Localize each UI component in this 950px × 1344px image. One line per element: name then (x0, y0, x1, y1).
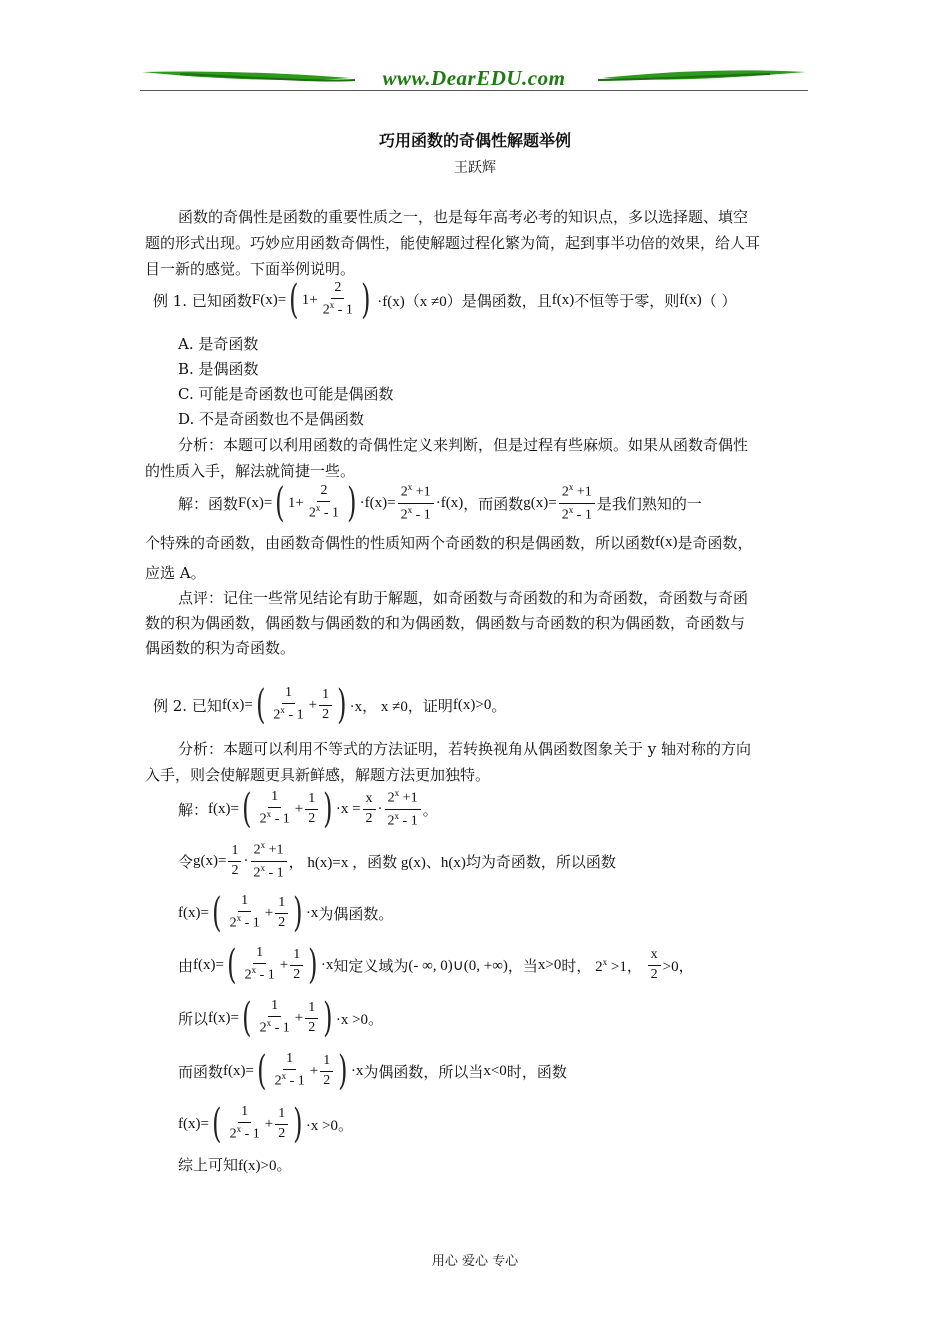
intro-line-1: 函数的奇偶性是函数的重要性质之一，也是每年高考必考的知识点，多以选择题、填空 (178, 208, 749, 226)
author: 王跃辉 (454, 160, 496, 176)
ex1-analysis-2: 的性质入手，解法就简捷一些。 (145, 462, 356, 480)
page-title: 巧用函数的奇偶性解题举例 (378, 131, 571, 150)
ex2-even-so: 为偶函数，所以当 (363, 1062, 484, 1081)
ex2-and-fn: 而函数 (178, 1062, 224, 1081)
ex1-sol-line2b: 是奇函数， (677, 533, 753, 552)
ex1-blank: （ ） (701, 291, 737, 310)
ex2-solution-5: 所以 f(x)= ( $\frac{1}{2^x - 1}$ + $\frac{1}{2}$ ) ·x >0。 (178, 995, 384, 1041)
ex1-sol-mid: ，而函数 (463, 494, 524, 513)
ex1-sol-tail: 是我们熟知的一 (596, 494, 702, 513)
formula-F: F(x)= (251, 291, 287, 308)
ex2-prefix: 例 2. 已知 (153, 696, 222, 715)
ex2-conclusion: 综上可知 f(x)>0。 (178, 1155, 292, 1174)
ex1-analysis-1: 分析：本题可以利用函数的奇偶性定义来判断，但是过程有些麻烦。如果从函数奇偶性 (178, 436, 749, 454)
ex2-solution-6: 而函数 f(x)= ( $\frac{1}{2^x - 1}$ + $\frac{1}{2}$ ) ·x 为偶函数，所以当 x<0 时，函数 (178, 1048, 567, 1094)
intro-line-2: 题的形式出现。巧妙应用函数奇偶性，能使解题过程化繁为简，起到事半功倍的效果，给人耳 (145, 234, 761, 252)
header-rule (140, 90, 808, 91)
ex2-solution-1: 解： f(x)= ( $\frac{1}{2^x - 1}$ + $\frac{1}{2}$ ) ·x = $\frac{x}{2}$ · $\frac{2^x +1}{2^x - 1}$ 。 (178, 786, 438, 832)
ex1-comment-2: 数的积为偶函数，偶函数与偶函数的和为偶函数，偶函数与奇函数的积为偶函数，奇函数与 (145, 614, 746, 632)
ex2-solution-4: 由 f(x)= ( $\frac{1}{2^x - 1}$ + $\frac{1}{2}$ ) ·x 知定义域为 (- ∞, 0)∪(0, +∞) ，当 x>0 时， $2^x >1$， $\frac{x}{2}$ >0， (178, 942, 694, 988)
option-b: B. 是偶函数 (178, 360, 259, 378)
ex2-when2: 时，函数 (506, 1062, 567, 1081)
ex2-cond: ，证明 (407, 696, 453, 715)
ex2-solution-3: f(x)= ( $\frac{1}{2^x - 1}$ + $\frac{1}{2}$ ) ·x 为偶函数。 (178, 890, 394, 936)
ex2-is-even: 为偶函数。 (318, 904, 394, 923)
ex2-sol-label: 解： (178, 800, 209, 819)
ex2-solution-7: f(x)= ( $\frac{1}{2^x - 1}$ + $\frac{1}{2}$ ) ·x >0。 (178, 1101, 354, 1147)
ex1-comment-3: 偶函数的积为奇函数。 (145, 639, 296, 657)
option-d: D. 不是奇函数也不是偶函数 (178, 410, 365, 428)
ex2-analysis-1: 分析：本题可以利用不等式的方法证明，若转换视角从偶函数图象关于 y 轴对称的方向 (178, 740, 752, 758)
ex2-by: 由 (178, 956, 194, 975)
ex2-when: ，当 (507, 956, 538, 975)
ex1-tail: 不恒等于零，则 (574, 291, 680, 310)
intro-line-3: 目一新的感觉。下面举例说明。 (145, 260, 356, 278)
ex2-solution-2: 令 g(x)= $\frac{1}{2}$ · $\frac{2^x +1}{2^x - 1}$ ， h(x)=x ，函数 g(x)、h(x) 均为奇函数，所以函数 (178, 840, 616, 881)
ex2-domain: 知定义域为 (333, 956, 409, 975)
option-a: A. 是奇函数 (178, 335, 259, 353)
ex1-comment-1: 点评：记住一些常见结论有助于解题，如奇函数与奇函数的和为奇函数，奇函数与奇函 (178, 589, 749, 607)
ex1-sol-line-3: 应选 A。 (145, 564, 206, 582)
ex1-sol-prefix: 解：函数 (178, 494, 239, 513)
ex2-analysis-2: 入手，则会使解题更具新鲜感，解题方法更加独特。 (145, 766, 491, 784)
ex2-both-odd: 均为奇函数，所以函数 (465, 852, 616, 871)
example-1-statement: 例 1. 已知函数 F(x)= ( 1+ $\frac{2}{2^x - 1}$ ) ·f(x)（x ≠0） 是偶函数，且 f(x) 不恒等于零，则 f(x) （ ） (153, 277, 737, 323)
ex1-solution-line-2: 个特殊的奇函数，由函数奇偶性的性质知两个奇函数的积是偶函数，所以函数 f(x) 是奇函数， (145, 533, 753, 552)
formula-paren-expr: ( 1+ $\frac{2}{2^x - 1}$ ) (289, 277, 371, 323)
page-footer: 用心 爱心 专心 (431, 1254, 519, 1269)
ex1-prefix: 例 1. 已知函数 (153, 291, 252, 310)
ex2-conclude: 综上可知 (178, 1155, 239, 1174)
example-2-statement: 例 2. 已知 f(x)= ( $\frac{1}{2^x - 1}$ + $\frac{1}{2}$ ) ·x， x ≠0 ，证明 f(x)>0 。 (153, 682, 507, 728)
ex2-let: 令 (178, 852, 194, 871)
ex1-sol-line2a: 个特殊的奇函数，由函数奇偶性的性质知两个奇函数的积是偶函数，所以函数 (145, 533, 656, 552)
site-logo: www.DearEDU.com (382, 66, 566, 90)
option-c: C. 可能是奇函数也可能是偶函数 (178, 385, 394, 403)
page-header (140, 64, 808, 96)
ex2-so: 所以 (178, 1009, 209, 1028)
ex1-after: 是偶函数，且 (461, 291, 552, 310)
ex1-solution: 解：函数 F(x)= ( 1+ $\frac{2}{2^x - 1}$ ) ·f(x)= $\frac{2^x +1}{2^x - 1}$ ·f(x) ，而函数 g(x)= $\frac{2^x +1}{2^x - 1}$ 是我们熟知的一 (178, 480, 702, 526)
ex2-end: 。 (491, 696, 507, 715)
ex2-then: 时， (561, 956, 592, 975)
